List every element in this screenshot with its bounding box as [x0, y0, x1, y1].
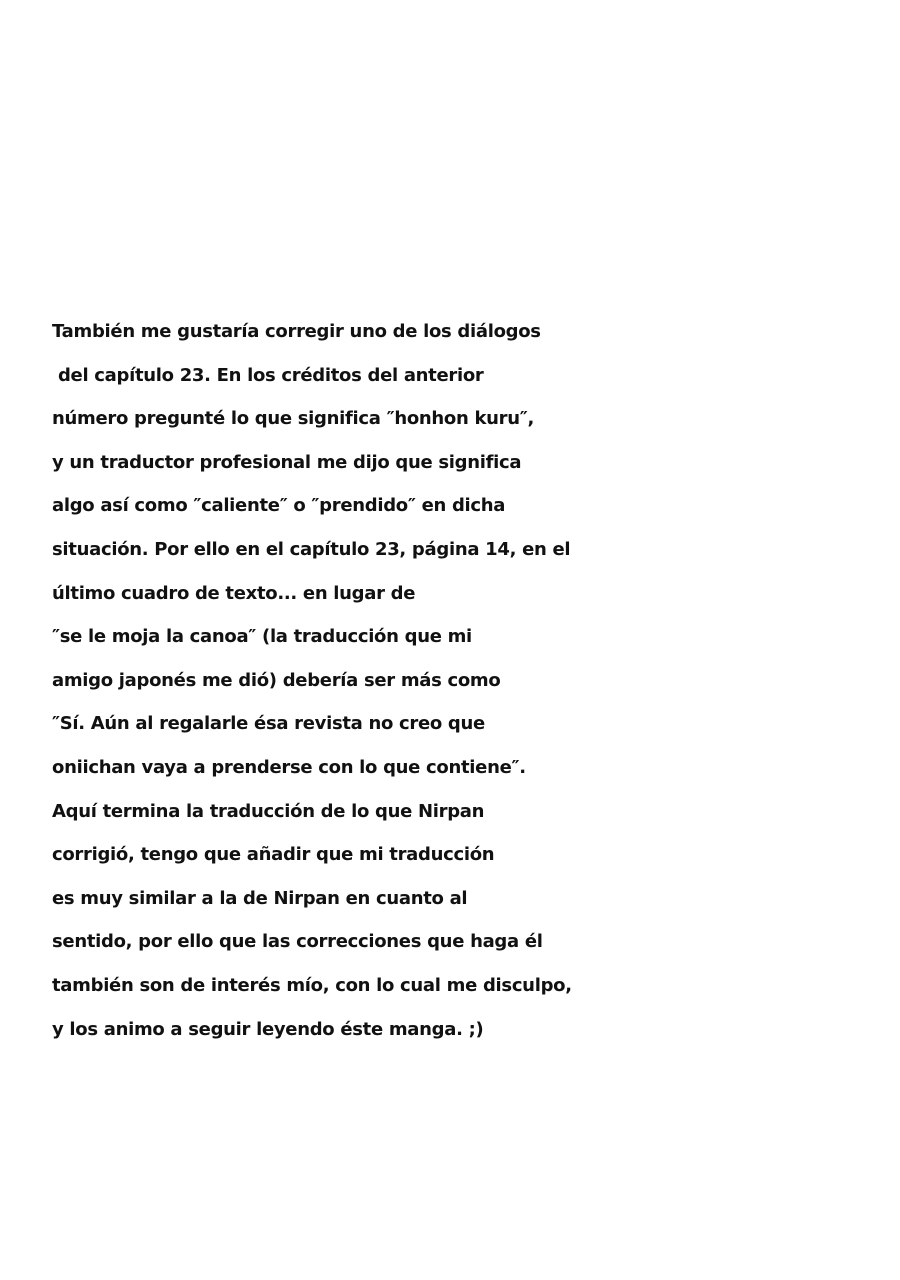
note-line: oniichan vaya a prenderse con lo que contiene″. — [52, 756, 526, 778]
note-line: último cuadro de texto... en lugar de — [52, 582, 416, 604]
note-line: amigo japonés me dió) debería ser más como — [52, 669, 501, 691]
note-line: y los animo a seguir leyendo éste manga. ;) — [52, 1018, 484, 1040]
note-line: también son de interés mío, con lo cual me disculpo, — [52, 974, 572, 996]
note-line: Aquí termina la traducción de lo que Nirpan — [52, 800, 485, 822]
note-line: algo así como ″caliente″ o ″prendido″ en dicha — [52, 495, 506, 517]
note-line: ″Sí. Aún al regalarle ésa revista no creo que — [52, 713, 485, 735]
note-line: es muy similar a la de Nirpan en cuanto al — [52, 887, 468, 909]
note-line: número pregunté lo que significa ″honhon kuru″, — [52, 408, 535, 430]
note-line: y un traductor profesional me dijo que significa — [52, 451, 522, 473]
note-line: También me gustaría corregir uno de los diálogos — [52, 321, 541, 342]
note-line: ″se le moja la canoa″ (la traducción que mi — [52, 626, 472, 648]
note-line: sentido, por ello que las correcciones que haga él — [52, 931, 543, 953]
translator-note — [52, 310, 892, 1051]
note-line: corrigió, tengo que añadir que mi traducción — [52, 844, 495, 866]
note-line: situación. Por ello en el capítulo 23, página 14, en el — [52, 538, 571, 560]
note-line: del capítulo 23. En los créditos del anterior — [52, 364, 484, 386]
